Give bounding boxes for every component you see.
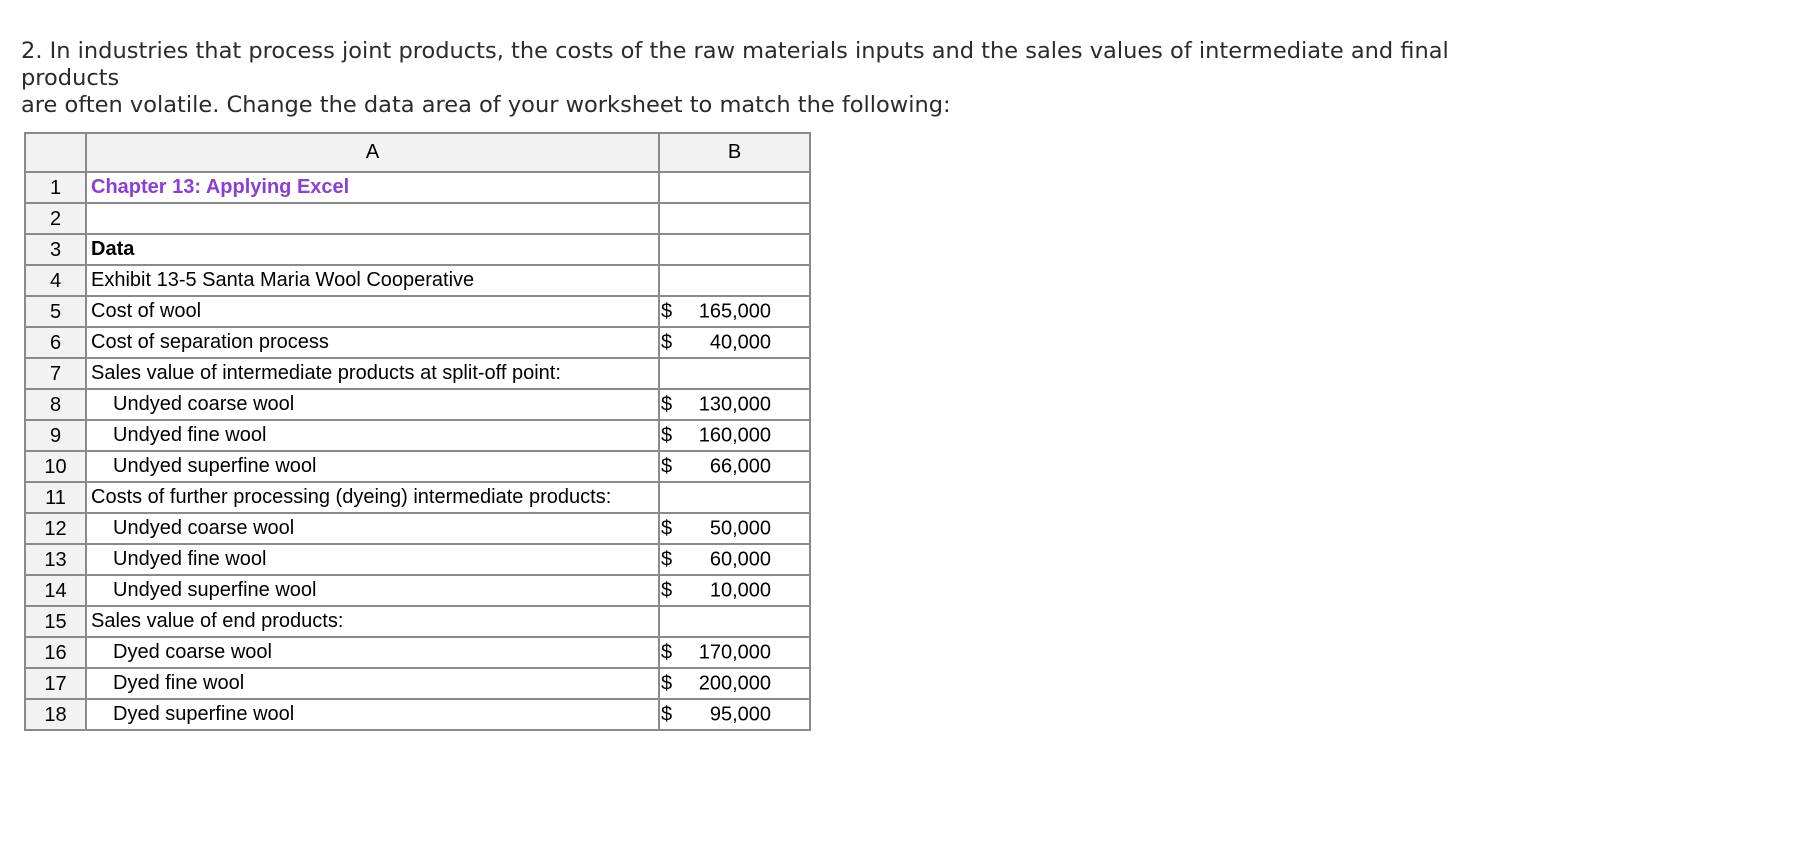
cell-a6[interactable]: Cost of separation process <box>86 327 659 358</box>
amount: 50,000 <box>709 517 771 539</box>
currency-symbol: $ <box>661 517 673 539</box>
row-number[interactable]: 16 <box>25 637 86 668</box>
cell-b17[interactable] <box>659 668 810 699</box>
row-number[interactable]: 11 <box>25 482 86 513</box>
currency-symbol: $ <box>661 579 673 601</box>
cell-a13[interactable]: Undyed fine wool <box>86 544 659 575</box>
question-text <box>21 38 1481 119</box>
column-header-row <box>25 133 810 172</box>
row-number[interactable]: 9 <box>25 420 86 451</box>
cell-a17[interactable]: Dyed fine wool <box>86 668 659 699</box>
amount: 160,000 <box>698 424 771 446</box>
amount: 130,000 <box>698 393 771 415</box>
amount: 200,000 <box>698 672 771 694</box>
table-row <box>25 203 810 234</box>
currency-symbol: $ <box>661 455 673 477</box>
currency-symbol: $ <box>661 548 673 570</box>
table-row <box>25 668 810 699</box>
cell-b2[interactable] <box>659 203 810 234</box>
table-row <box>25 389 810 420</box>
row-number[interactable]: 18 <box>25 699 86 730</box>
row-number[interactable]: 2 <box>25 203 86 234</box>
table-row <box>25 606 810 637</box>
cell-a10[interactable]: Undyed superfine wool <box>86 451 659 482</box>
cell-b14[interactable] <box>659 575 810 606</box>
row-number[interactable]: 4 <box>25 265 86 296</box>
row-number[interactable]: 12 <box>25 513 86 544</box>
amount: 165,000 <box>698 300 771 322</box>
currency-symbol: $ <box>661 703 673 725</box>
currency-symbol: $ <box>661 331 673 353</box>
cell-b8[interactable] <box>659 389 810 420</box>
cell-a1[interactable]: Chapter 13: Applying Excel <box>86 172 659 203</box>
corner-cell <box>25 133 86 172</box>
cell-b16[interactable] <box>659 637 810 668</box>
cell-a15[interactable]: Sales value of end products: <box>86 606 659 637</box>
amount: 170,000 <box>698 641 771 663</box>
currency-symbol: $ <box>661 672 673 694</box>
cell-b18[interactable] <box>659 699 810 730</box>
currency-symbol: $ <box>661 424 673 446</box>
currency-symbol: $ <box>661 393 673 415</box>
cell-a16[interactable]: Dyed coarse wool <box>86 637 659 668</box>
cell-a5[interactable]: Cost of wool <box>86 296 659 327</box>
amount: 10,000 <box>709 579 771 601</box>
table-row <box>25 420 810 451</box>
row-number[interactable]: 15 <box>25 606 86 637</box>
column-header-a[interactable]: A <box>86 133 659 172</box>
cell-b12[interactable] <box>659 513 810 544</box>
table-row <box>25 699 810 730</box>
cell-b4[interactable] <box>659 265 810 296</box>
row-number[interactable]: 1 <box>25 172 86 203</box>
amount: 40,000 <box>709 331 771 353</box>
cell-b11[interactable] <box>659 482 810 513</box>
cell-a8[interactable]: Undyed coarse wool <box>86 389 659 420</box>
row-number[interactable]: 8 <box>25 389 86 420</box>
table-row <box>25 327 810 358</box>
cell-a14[interactable]: Undyed superfine wool <box>86 575 659 606</box>
cell-b15[interactable] <box>659 606 810 637</box>
row-number[interactable]: 17 <box>25 668 86 699</box>
row-number[interactable]: 14 <box>25 575 86 606</box>
table-row <box>25 637 810 668</box>
row-number[interactable]: 5 <box>25 296 86 327</box>
cell-a2[interactable] <box>86 203 659 234</box>
worksheet-table <box>24 132 811 731</box>
cell-a7[interactable]: Sales value of intermediate products at split-off point: <box>86 358 659 389</box>
cell-b7[interactable] <box>659 358 810 389</box>
table-row <box>25 172 810 203</box>
column-header-b[interactable]: B <box>659 133 810 172</box>
table-row <box>25 544 810 575</box>
currency-symbol: $ <box>661 300 673 322</box>
table-row <box>25 296 810 327</box>
cell-b1[interactable] <box>659 172 810 203</box>
cell-a11[interactable]: Costs of further processing (dyeing) intermediate products: <box>86 482 659 513</box>
cell-b10[interactable] <box>659 451 810 482</box>
cell-b3[interactable] <box>659 234 810 265</box>
table-row <box>25 575 810 606</box>
row-number[interactable]: 13 <box>25 544 86 575</box>
cell-a4[interactable]: Exhibit 13-5 Santa Maria Wool Cooperative <box>86 265 659 296</box>
currency-symbol: $ <box>661 641 673 663</box>
table-row <box>25 358 810 389</box>
question-line-1: 2. In industries that process joint products, the costs of the raw materials inputs and the sales values of intermediate and final products <box>21 38 1449 91</box>
table-row <box>25 265 810 296</box>
table-row <box>25 482 810 513</box>
amount: 66,000 <box>709 455 771 477</box>
cell-a18[interactable]: Dyed superfine wool <box>86 699 659 730</box>
cell-b13[interactable] <box>659 544 810 575</box>
cell-b5[interactable] <box>659 296 810 327</box>
amount: 60,000 <box>709 548 771 570</box>
cell-b6[interactable] <box>659 327 810 358</box>
row-number[interactable]: 3 <box>25 234 86 265</box>
row-number[interactable]: 10 <box>25 451 86 482</box>
row-number[interactable]: 6 <box>25 327 86 358</box>
question-line-2: are often volatile. Change the data area of your worksheet to match the following: <box>21 92 951 118</box>
cell-a9[interactable]: Undyed fine wool <box>86 420 659 451</box>
table-row <box>25 234 810 265</box>
table-row <box>25 513 810 544</box>
row-number[interactable]: 7 <box>25 358 86 389</box>
cell-b9[interactable] <box>659 420 810 451</box>
cell-a12[interactable]: Undyed coarse wool <box>86 513 659 544</box>
cell-a3[interactable]: Data <box>86 234 659 265</box>
amount: 95,000 <box>709 703 771 725</box>
table-row <box>25 451 810 482</box>
